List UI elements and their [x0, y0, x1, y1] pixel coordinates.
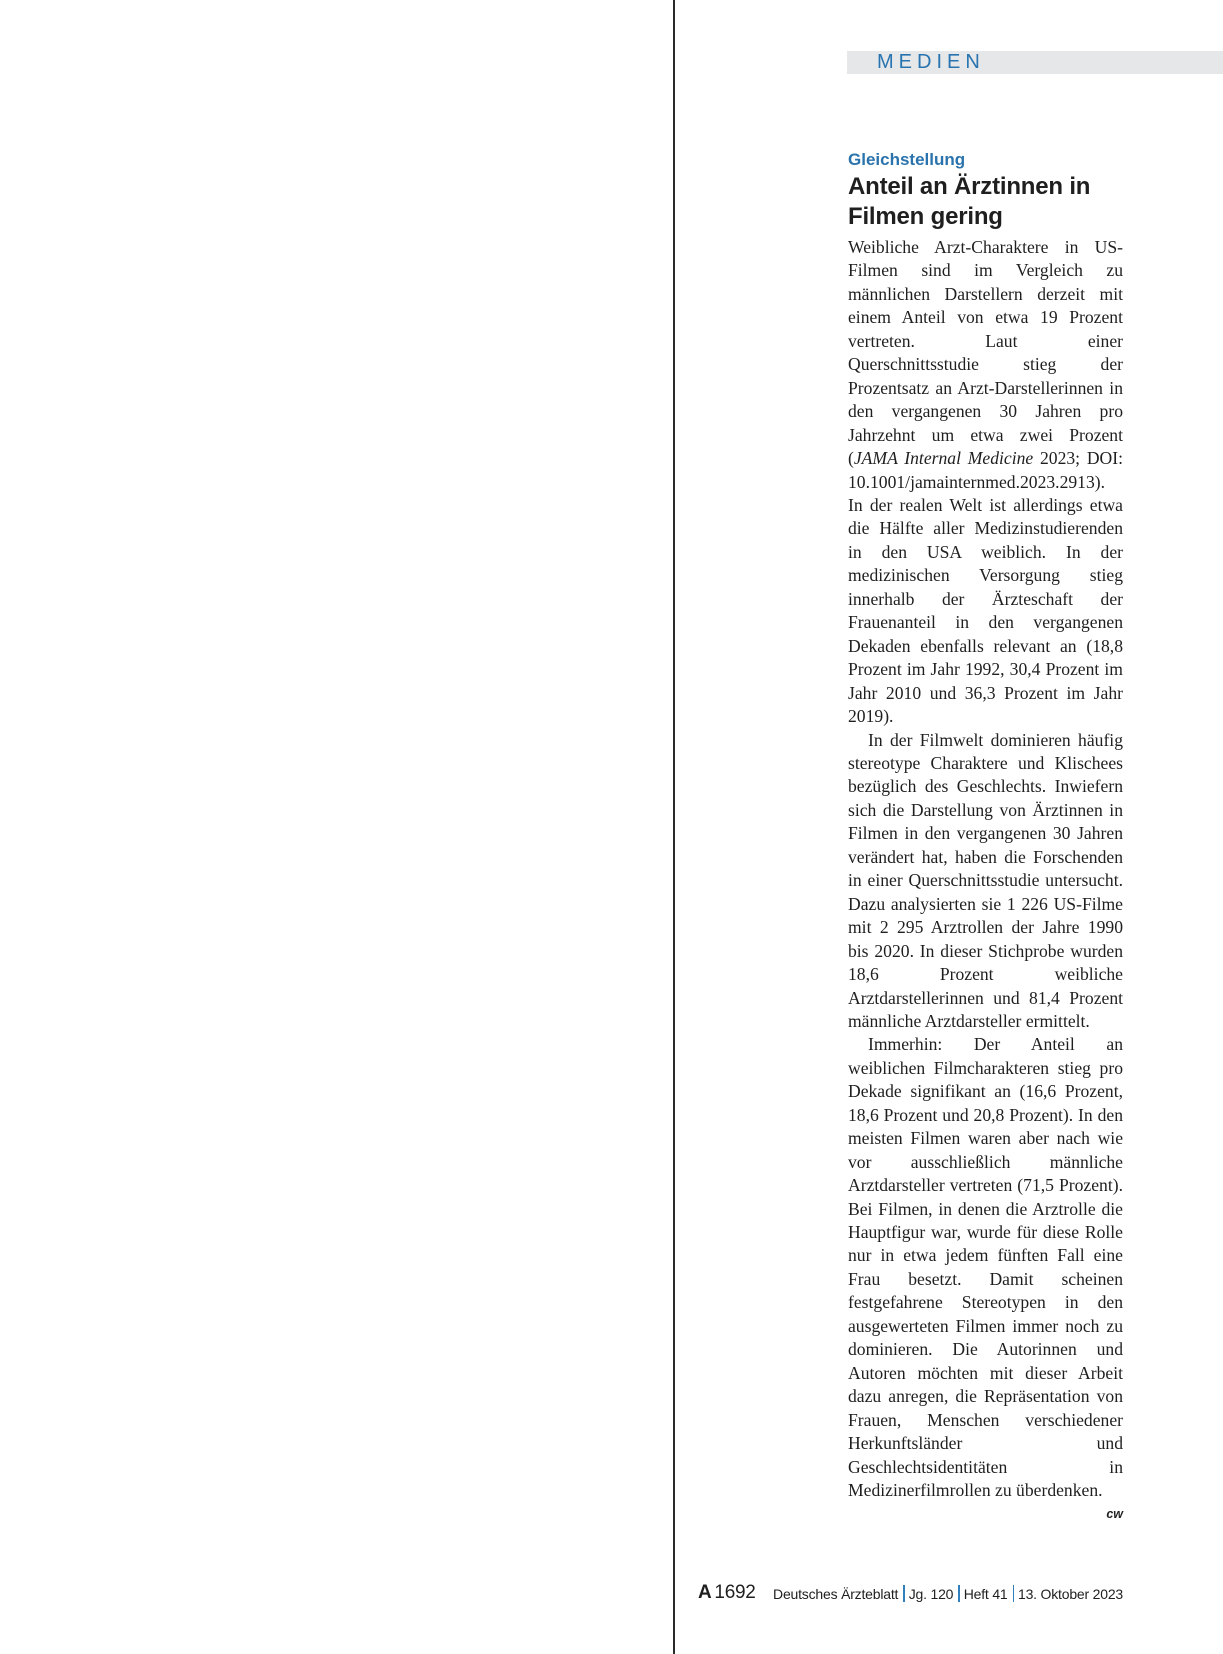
body-paragraph-3: [848, 1033, 1123, 1522]
issue-date: 13. Oktober 2023: [1018, 1586, 1123, 1602]
volume: Jg. 120: [908, 1586, 954, 1602]
publication-name: Deutsches Ärzteblatt: [773, 1586, 899, 1602]
body-paragraph-1: [848, 236, 1123, 729]
paragraph-1-text-start: Weibliche Arzt-Charaktere in US-Filmen sind im Vergleich zu männlichen Darstellern derzeit mit einem Anteil von etwa 19 Prozent vertreten. Laut einer Querschnittsstudie stieg der Prozentsatz an Arzt-Darstellerinnen in den vergangenen 30 Jahren pro Jahrzehnt um etwa zwei Prozent (: [848, 237, 1123, 469]
citation-separator: [1013, 1585, 1015, 1602]
citation-separator: [903, 1585, 905, 1602]
paragraph-1-text-end: 2023; DOI: 10.1001/jamainternmed.2023.2913). In der realen Welt ist allerdings etwa die Hälfte aller Medizinstudierenden in den USA weiblich. In der medizinischen Versorgung stieg innerhalb der Ärzteschaft der Frauenanteil in den vergangenen Dekaden ebenfalls relevant an (18,8 Prozent im Jahr 1992, 30,4 Prozent im Jahr 2010 und 36,3 Prozent im Jahr 2019).: [848, 448, 1123, 727]
page-number-prefix: A: [698, 1582, 712, 1603]
page-footer: [698, 1578, 1123, 1608]
citation-line: [773, 1584, 1123, 1604]
section-label: MEDIEN: [877, 51, 985, 73]
author-signature: cw: [1106, 1507, 1123, 1522]
section-banner: [847, 51, 1223, 74]
body-paragraph-2: In der Filmwelt dominieren häufig stereotype Charaktere und Klischees bezüglich des Geschlechts. Inwiefern sich die Darstellung von Ärztinnen in Filmen in den vergangenen 30 Jahren verändert hat, haben die Forschenden in einer Querschnittsstudie untersucht. Dazu analysierten sie 1 226 US-Filme mit 2 295 Arztrollen der Jahre 1990 bis 2020. In dieser Stichprobe wurden 18,6 Prozent weibliche Arztdarstellerinnen und 81,4 Prozent männliche Arztdarsteller ermittelt.: [848, 729, 1123, 1031]
article-kicker: Gleichstellung: [848, 150, 966, 169]
citation-separator: [958, 1585, 960, 1602]
headline-line-1: Anteil an Ärztinnen in: [848, 173, 1091, 200]
column-divider: [673, 0, 675, 1654]
journal-title: JAMA Internal Medicine: [853, 448, 1034, 469]
article-body: [848, 236, 1123, 1522]
article: [848, 148, 1123, 1526]
page-number-value: 1692: [714, 1582, 756, 1603]
issue: Heft 41: [963, 1586, 1008, 1602]
article-headline: [848, 172, 1123, 231]
headline-line-2: Filmen gering: [848, 202, 1003, 230]
page-number: [698, 1578, 756, 1608]
paragraph-3-text: Immerhin: Der Anteil an weiblichen Filmcharakteren stieg pro Dekade signifikant an (16,6 Prozent, 18,6 Prozent und 20,8 Prozent). In den meisten Filmen waren aber nach wie vor ausschließlich männliche Arztdarsteller vertreten (71,5 Prozent). Bei Filmen, in denen die Arztrolle die Hauptfigur war, wurde für diese Rolle nur in etwa jedem fünften Fall eine Frau besetzt. Damit scheinen festgefahrene Stereotypen in den ausgewerteten Filmen immer noch zu dominieren. Die Autorinnen und Autoren möchten mit dieser Arbeit dazu anregen, die Repräsentation von Frauen, Menschen verschiedener Herkunftsländer und Geschlechtsidentitäten in Medizinerfilmrollen zu überdenken.: [848, 1034, 1123, 1501]
